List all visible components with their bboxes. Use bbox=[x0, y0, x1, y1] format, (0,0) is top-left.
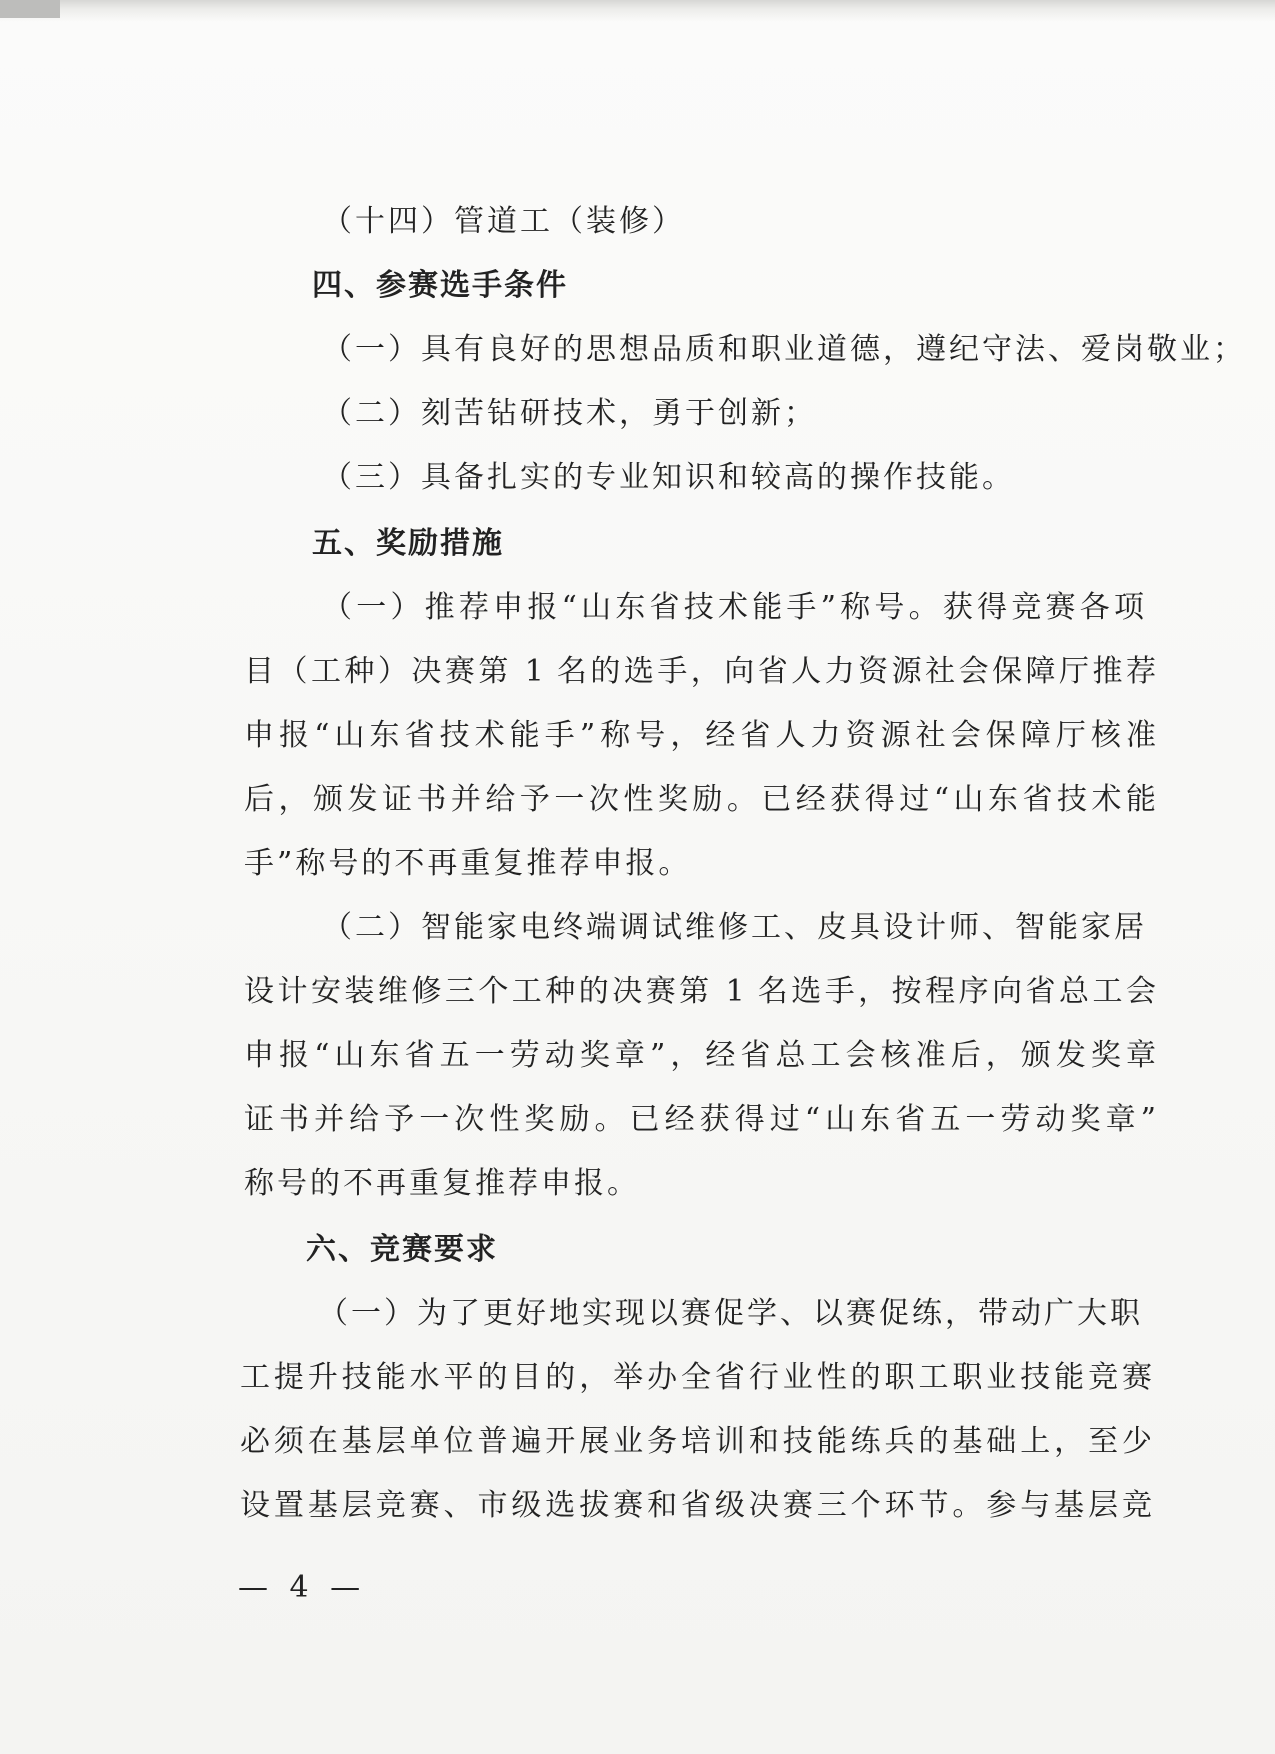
condition-item-2: （二）刻苦钻研技术，勇于创新； bbox=[322, 396, 817, 431]
reward-paragraph-2-line-2: 设计安装维修三个工种的决赛第 1 名选手，按程序向省总工会 bbox=[244, 974, 1156, 1009]
reward-paragraph-1-line-5: 手”称号的不再重复推荐申报。 bbox=[244, 846, 692, 881]
condition-item-1: （一）具有良好的思想品质和职业道德，遵纪守法、爱岗敬业； bbox=[322, 332, 1246, 367]
section-heading-contestant-conditions: 四、参赛选手条件 bbox=[312, 268, 568, 303]
reward-paragraph-1-line-3: 申报“山东省技术能手”称号，经省人力资源社会保障厅核准 bbox=[244, 718, 1156, 753]
reward-paragraph-2-line-1: （二）智能家电终端调试维修工、皮具设计师、智能家居 bbox=[322, 910, 1144, 945]
condition-item-3: （三）具备扎实的专业知识和较高的操作技能。 bbox=[322, 460, 1015, 495]
reward-paragraph-2-line-3: 申报“山东省五一劳动奖章”，经省总工会核准后，颁发奖章 bbox=[244, 1038, 1156, 1073]
scan-corner-mark bbox=[0, 0, 60, 18]
requirement-paragraph-line-1: （一）为了更好地实现以赛促学、以赛促练，带动广大职 bbox=[318, 1296, 1140, 1331]
reward-paragraph-2-line-5: 称号的不再重复推荐申报。 bbox=[244, 1166, 640, 1201]
page-number: — 4 — bbox=[238, 1570, 367, 1605]
reward-paragraph-1-line-4: 后，颁发证书并给予一次性奖励。已经获得过“山东省技术能 bbox=[244, 782, 1156, 817]
requirement-paragraph-line-2: 工提升技能水平的目的，举办全省行业性的职工职业技能竞赛 bbox=[240, 1360, 1152, 1395]
section-heading-competition-requirements: 六、竞赛要求 bbox=[306, 1232, 498, 1267]
section-heading-rewards: 五、奖励措施 bbox=[312, 526, 504, 561]
item-fourteen-pipefitter: （十四）管道工（装修） bbox=[322, 204, 685, 239]
reward-paragraph-1-line-1: （一）推荐申报“山东省技术能手”称号。获得竞赛各项 bbox=[322, 590, 1144, 625]
scan-top-edge bbox=[0, 0, 1275, 22]
reward-paragraph-2-line-4: 证书并给予一次性奖励。已经获得过“山东省五一劳动奖章” bbox=[244, 1102, 1156, 1137]
requirement-paragraph-line-3: 必须在基层单位普遍开展业务培训和技能练兵的基础上，至少 bbox=[240, 1424, 1152, 1459]
requirement-paragraph-line-4: 设置基层竞赛、市级选拔赛和省级决赛三个环节。参与基层竞 bbox=[240, 1488, 1152, 1523]
reward-paragraph-1-line-2: 目（工种）决赛第 1 名的选手，向省人力资源社会保障厅推荐 bbox=[244, 654, 1156, 689]
